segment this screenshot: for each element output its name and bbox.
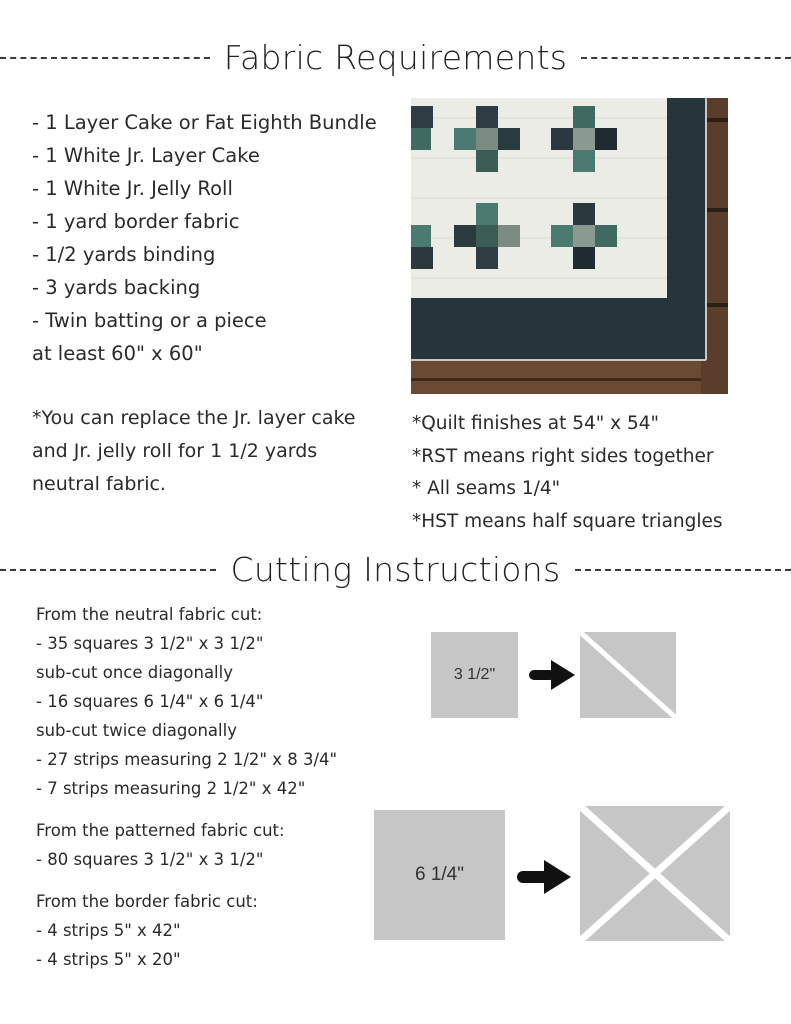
note-line: and Jr. jelly roll for 1 1/2 yards	[32, 440, 318, 462]
note-line: *Quilt finishes at 54" x 54"	[412, 413, 660, 434]
cutting-instructions-list	[36, 600, 376, 974]
quilt-notes	[412, 408, 782, 538]
dashed-divider	[0, 57, 210, 59]
list-item: - 80 squares 3 1/2" x 3 1/2"	[36, 850, 264, 869]
arrow-right-icon	[517, 860, 571, 894]
list-item: - 1 White Jr. Jelly Roll	[32, 177, 233, 200]
cutting-instructions-header	[0, 550, 791, 589]
list-item: at least 60" x 60"	[32, 342, 203, 365]
list-item: - 4 strips 5" x 42"	[36, 921, 181, 940]
fabric-requirements-title: Fabric Requirements	[223, 38, 568, 77]
note-line: *HST means half square triangles	[412, 510, 723, 532]
cutting-instructions-title: Cutting Instructions	[230, 550, 561, 589]
note-line: neutral fabric.	[32, 473, 166, 495]
list-item: sub-cut twice diagonally	[36, 721, 237, 740]
section-label: From the neutral fabric cut:	[36, 605, 263, 624]
list-item: sub-cut once diagonally	[36, 663, 233, 682]
large-square-diagram	[374, 810, 505, 940]
replacement-note	[32, 402, 392, 501]
dashed-divider	[575, 569, 791, 571]
half-square-triangle-diagram	[580, 632, 676, 718]
arrow-right-icon	[529, 660, 575, 690]
section-label: From the border fabric cut:	[36, 892, 258, 911]
note-line: * All seams 1/4"	[412, 478, 561, 499]
quarter-square-triangle-diagram	[580, 806, 730, 941]
note-line: *You can replace the Jr. layer cake	[32, 407, 356, 429]
list-item: - 35 squares 3 1/2" x 3 1/2"	[36, 634, 264, 653]
list-item: - 27 strips measuring 2 1/2" x 8 3/4"	[36, 750, 338, 769]
quilt-photo	[411, 98, 728, 394]
small-square-label: 3 1/2"	[453, 666, 496, 683]
fabric-requirements-list	[32, 106, 402, 370]
list-item: - 4 strips 5" x 20"	[36, 950, 181, 969]
list-item: - 1 White Jr. Layer Cake	[32, 144, 260, 167]
dashed-divider	[581, 57, 791, 59]
list-item: - 1 yard border fabric	[32, 210, 240, 233]
list-item: - 16 squares 6 1/4" x 6 1/4"	[36, 692, 264, 711]
section-label: From the patterned fabric cut:	[36, 821, 285, 840]
dashed-divider	[0, 569, 216, 571]
list-item: - 7 strips measuring 2 1/2" x 42"	[36, 779, 306, 798]
list-item: - 3 yards backing	[32, 276, 201, 299]
list-item: - 1 Layer Cake or Fat Eighth Bundle	[32, 111, 377, 134]
note-line: *RST means right sides together	[412, 445, 714, 467]
small-square-diagram	[431, 632, 518, 718]
fabric-requirements-header	[0, 38, 791, 77]
list-item: - 1/2 yards binding	[32, 243, 216, 266]
list-item: - Twin batting or a piece	[32, 309, 267, 332]
large-square-label: 6 1/4"	[414, 864, 464, 885]
